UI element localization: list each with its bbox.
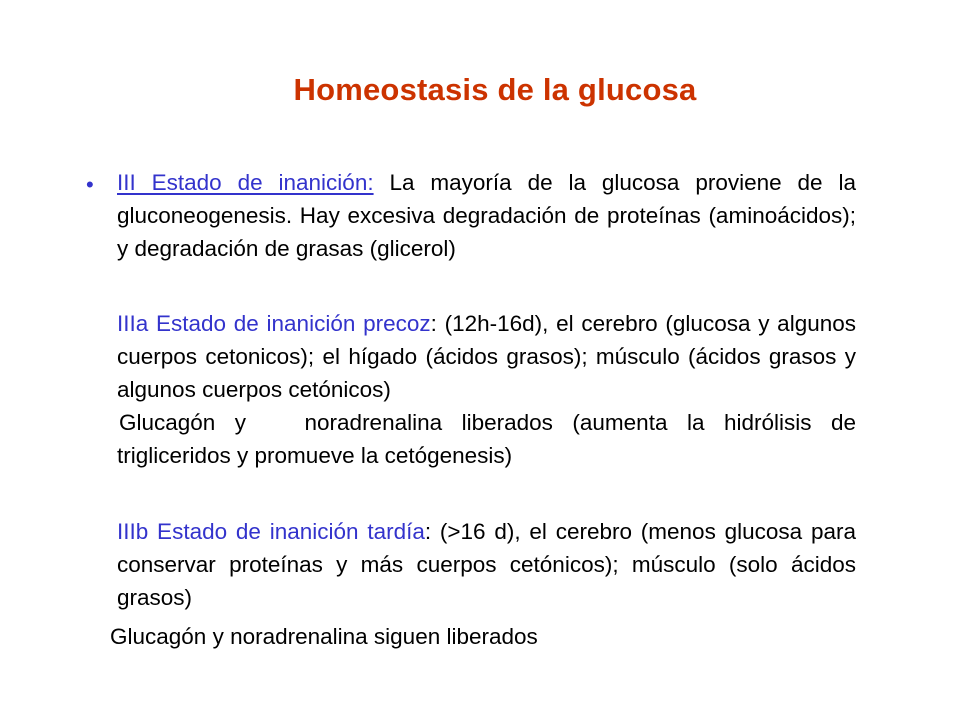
late-starvation-paragraph: [117, 515, 856, 614]
late-starvation-text: (>16 d), el cerebro (menos glucosa para conservar proteínas y más cuerpos cetónicos); músculo (solo ácidos grasos): [117, 519, 856, 610]
bullet-icon: •: [86, 172, 94, 197]
early-starvation-colon: :: [430, 311, 437, 336]
late-starvation-colon: :: [424, 519, 432, 544]
starvation-paragraph: [117, 166, 856, 265]
early-hormones-text: Glucagón y noradrenalina liberados (aumenta la hidrólisis de trigliceridos y promueve la cetógenesis): [117, 410, 863, 468]
starvation-label: III Estado de inanición:: [117, 170, 374, 195]
late-starvation-label: IIIb Estado de inanición tardía: [117, 519, 425, 544]
starvation-text: La mayoría de la glucosa proviene de la gluconeogenesis. Hay excesiva degradación de proteínas (aminoácidos); y degradación de grasas (glicerol): [117, 170, 856, 261]
early-starvation-paragraph: [117, 307, 856, 406]
early-starvation-text: (12h-16d), el cerebro (glucosa y algunos cuerpos cetonicos); el hígado (ácidos grasos); músculo (ácidos grasos y algunos cuerpos cetónicos): [117, 311, 856, 402]
slide-title: Homeostasis de la glucosa: [293, 72, 697, 107]
early-starvation-label: IIIa Estado de inanición precoz: [117, 311, 431, 336]
late-hormones-text: Glucagón y noradrenalina siguen liberados: [110, 624, 538, 649]
late-hormones-paragraph: [110, 620, 870, 653]
early-hormones-paragraph: [117, 406, 863, 472]
